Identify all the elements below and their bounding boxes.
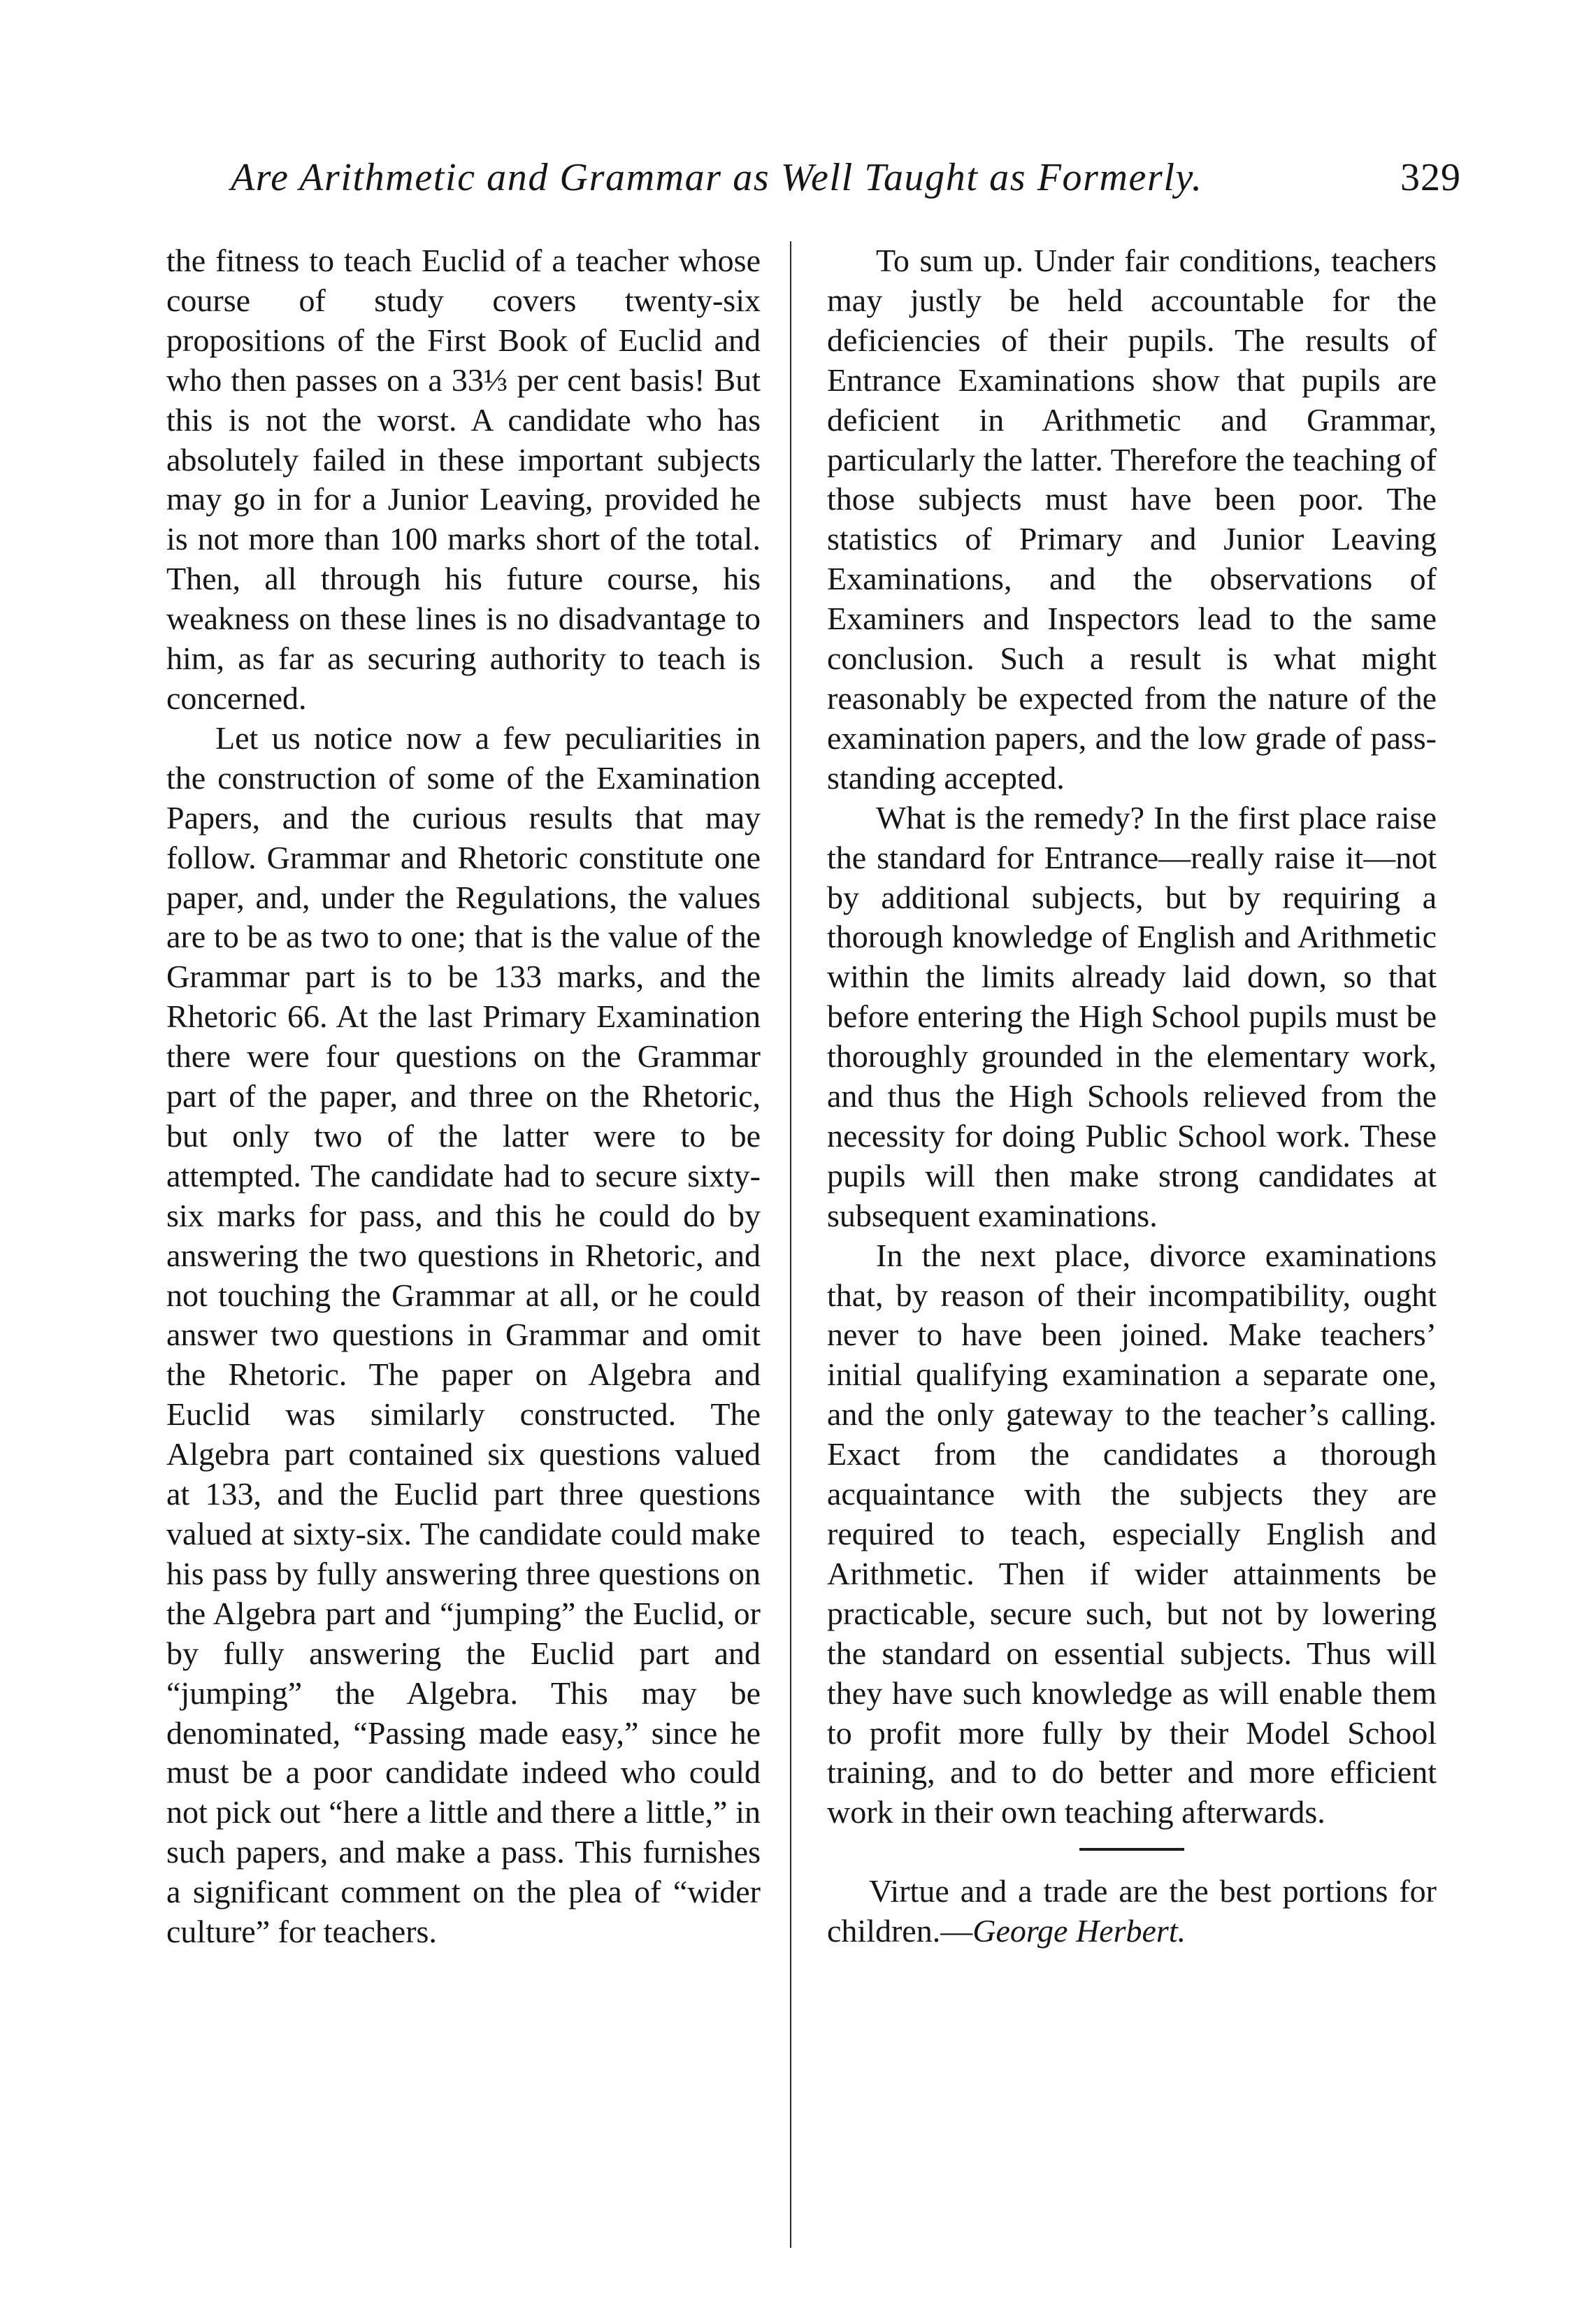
quote-author: George Herbert. [972, 1913, 1186, 1949]
column-divider [790, 241, 791, 2248]
right-column [827, 241, 1437, 1951]
section-rule [1079, 1848, 1184, 1851]
quote-text: Virtue and a trade are the best portions for children.— [827, 1873, 1437, 1949]
paragraph: What is the remedy? In the first place raise the standard for Entrance—really raise it—not by additional subjects, but by requiring a thorough knowledge of English and Arithmetic within the limits already laid down, so that before entering the High School pupils must be thoroughly grounded in the elementary work, and thus the High Schools relieved from the necessity for doing Public School work. These pupils will then make strong candidates at subsequent examinations. [827, 799, 1437, 1233]
paragraph: Let us notice now a few peculiarities in the construction of some of the Examination Papers, and the curious results that may follow. Grammar and Rhetoric constitute one paper, and, under the Regulations, the values are to be as two to one; that is the value of the Grammar part is to be 133 marks, and the Rhetoric 66. At the last Primary Examination there were four questions on the Grammar part of the paper, and three on the Rhetoric, but only two of the latter were to be attempted. The candidate had to secure sixty-six marks for pass, and this he could do by answering the two questions in Rhetoric, and not touching the Grammar at all, or he could answer two questions in Grammar and omit the Rhetoric. The paper on Algebra and Euclid was similarly constructed. The Algebra part contained six questions valued at 133, and the Euclid part three questions valued at sixty-six. The candidate could make his pass by fully answering three questions on the Algebra part and “jumping” the Euclid, or by fully answering the Euclid part and “jumping” the Algebra. This may be denominated, “Passing made easy,” since he must be a poor candidate indeed who could not pick out “here a little and there a little,” in such papers, and make a pass. This furnishes a significant comment on the plea of “wider culture” for teachers. [166, 719, 761, 1950]
paragraph: To sum up. Under fair conditions, teachers may justly be held accountable for the deficiencies of their pupils. The results of Entrance Examinations show that pupils are deficient in Arithmetic and Grammar, particularly the latter. Therefore the teaching of those subjects must have been poor. The statistics of Primary and Junior Leaving Examinations, and the observations of Examiners and Inspectors lead to the same conclusion. Such a result is what might reasonably be expected from the nature of the examination papers, and the low grade of pass-standing accepted. [827, 243, 1437, 796]
running-header [231, 155, 1461, 211]
paragraph: the fitness to teach Euclid of a teacher whose course of study covers twenty-six propositions of the First Book of Euclid and who then passes on a 33⅓ per cent basis! But this is not the worst. A candidate who has absolutely failed in these important subjects may go in for a Junior Leaving, provided he is not more than 100 marks short of the total. Then, all through his future course, his weakness on these lines is no disadvantage to him, as far as securing authority to teach is concerned. [166, 243, 761, 716]
left-column [166, 241, 761, 1952]
paragraph: In the next place, divorce examinations that, by reason of their incompatibility, ought never to have been joined. Make teachers’ initial qualifying examination a separate one, and the only gateway to the teacher’s calling. Exact from the candidates a thorough acquaintance with the subjects they are required to teach, especially English and Arithmetic. Then if wider attainments be practicable, secure such, but not by lowering the standard on essential subjects. Thus will they have such knowledge as will enable them to profit more fully by their Model School training, and to do better and more efficient work in their own teaching afterwards. [827, 1237, 1437, 1830]
running-title: Are Arithmetic and Grammar as Well Taught as Formerly. [231, 156, 1203, 199]
epigraph [827, 1872, 1437, 1951]
page-number: 329 [1400, 156, 1461, 199]
